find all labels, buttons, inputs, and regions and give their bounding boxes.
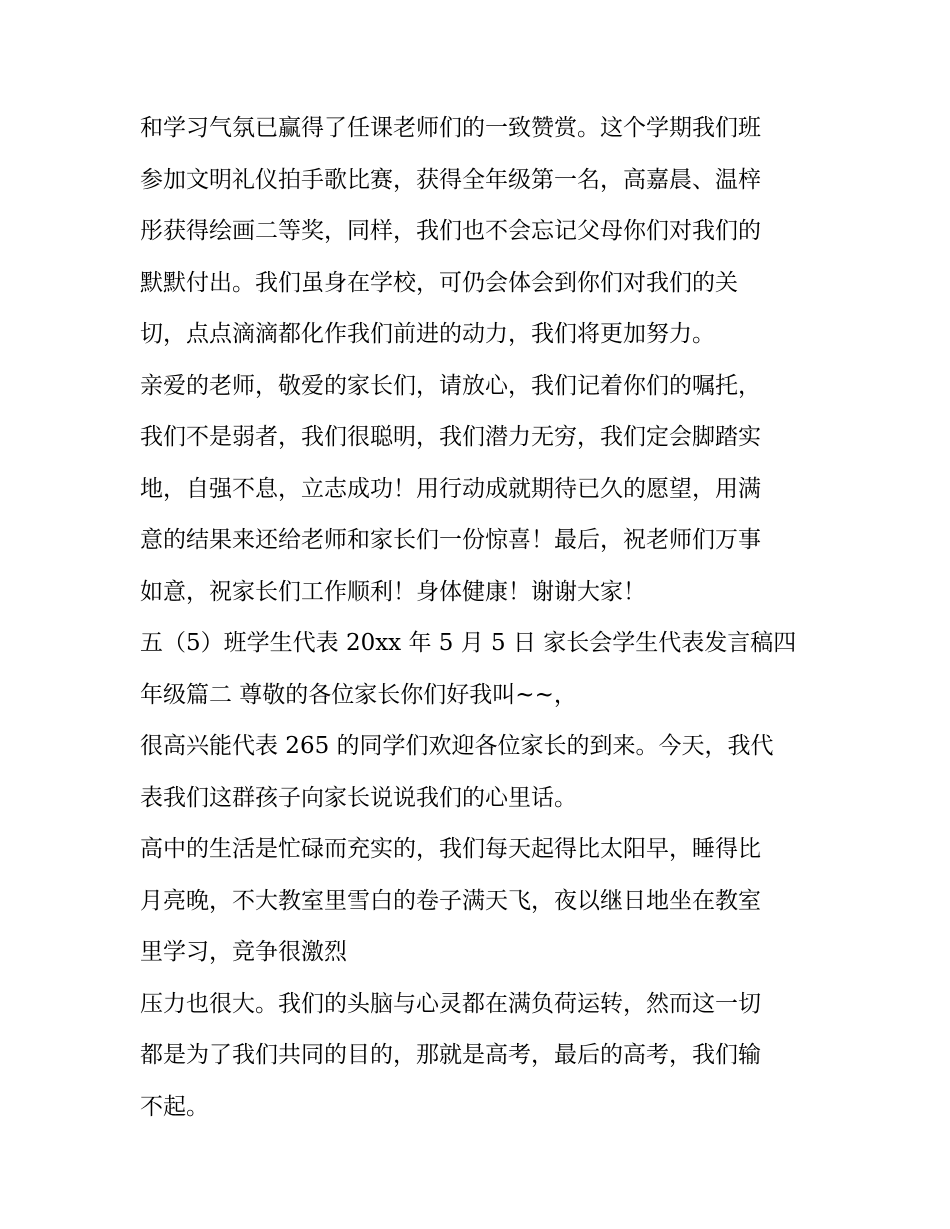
text-line: 意的结果来还给老师和家长们一份惊喜！最后，祝老师们万事 bbox=[140, 527, 761, 553]
text-line: 压力也很大。我们的头脑与心灵都在满负荷运转，然而这一切 bbox=[140, 990, 761, 1017]
text-line: 我们不是弱者，我们很聪明，我们潜力无穷，我们定会脚踏实 bbox=[140, 424, 761, 450]
text-line: 彤获得绘画二等奖，同样，我们也不会忘记父母你们对我们的 bbox=[140, 218, 761, 244]
document-body bbox=[140, 103, 830, 1133]
text-line: 表我们这群孩子向家长说说我们的心里话。 bbox=[140, 784, 577, 811]
text-line: 切，点点滴滴都化作我们前进的动力，我们将更加努力。 bbox=[140, 321, 715, 347]
text-line: 和学习气氛已赢得了任课老师们的一致赞赏。这个学期我们班 bbox=[140, 115, 761, 141]
text-line: 很高兴能代表 265 的同学们欢迎各位家长的到来。今天，我代 bbox=[140, 733, 774, 759]
text-line: 五（5）班学生代表 20xx 年 5 月 5 日 家长会学生代表发言稿四 bbox=[140, 630, 797, 656]
text-line: 高中的生活是忙碌而充实的，我们每天起得比太阳早，睡得比 bbox=[140, 836, 761, 862]
text-line: 亲爱的老师，敬爱的家长们，请放心，我们记着你们的嘱托， bbox=[140, 372, 761, 399]
text-line: 默默付出。我们虽身在学校，可仍会体会到你们对我们的关 bbox=[140, 269, 738, 296]
text-line: 地，自强不息，立志成功！用行动成就期待已久的愿望，用满 bbox=[140, 475, 761, 502]
text-line: 如意，祝家长们工作顺利！身体健康！谢谢大家！ bbox=[140, 578, 646, 605]
text-line: 里学习，竞争很激烈 bbox=[140, 939, 347, 965]
text-line: 参加文明礼仪拍手歌比赛，获得全年级第一名，高嘉晨、温梓 bbox=[140, 166, 761, 193]
text-line: 月亮晚，不大教室里雪白的卷子满天飞，夜以继日地坐在教室 bbox=[140, 887, 761, 914]
text-line: 都是为了我们共同的目的，那就是高考，最后的高考，我们输 bbox=[140, 1042, 761, 1068]
text-line: 年级篇二 尊敬的各位家长你们好我叫~~， bbox=[140, 681, 577, 708]
text-line: 不起。 bbox=[140, 1093, 209, 1120]
